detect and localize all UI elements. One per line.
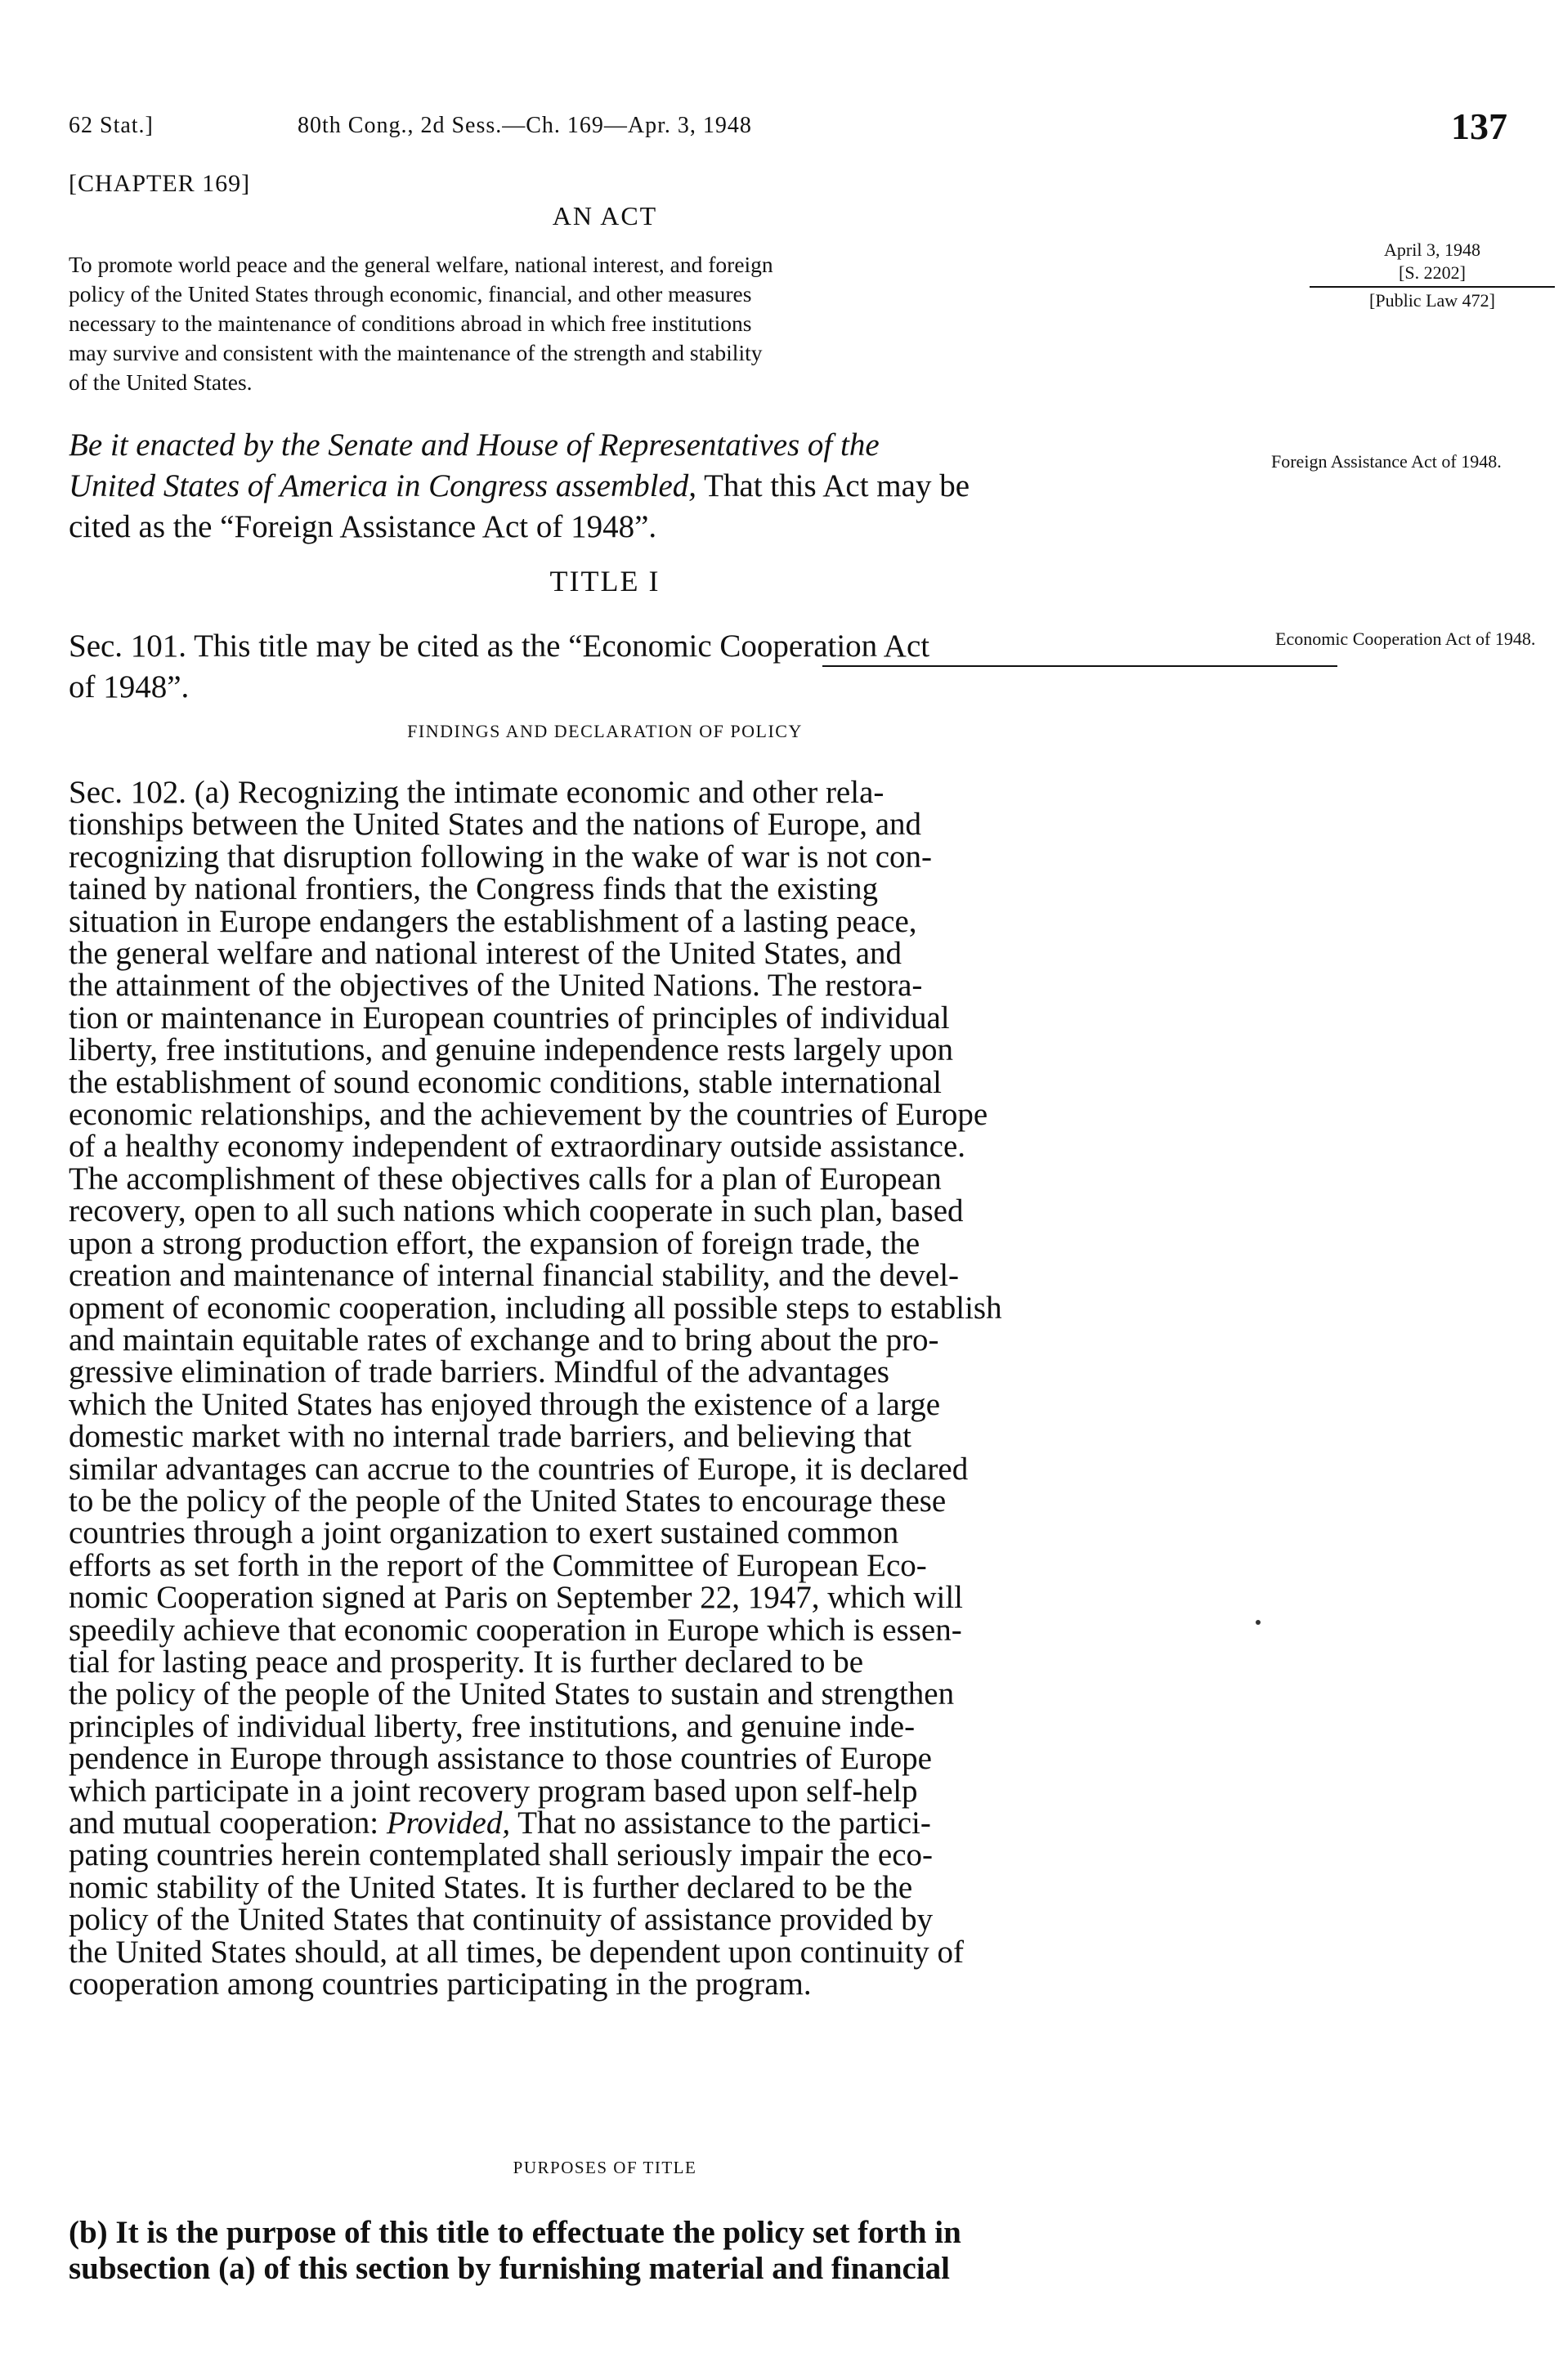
enacting-text: That this Act may be	[696, 468, 970, 503]
statute-volume: 62 Stat.]	[69, 113, 154, 138]
section-line: of a healthy economy independent of extraordinary outside assistance.	[69, 1129, 966, 1165]
long-title-line: policy of the United States through economic, financial, and other measures	[69, 281, 752, 306]
purposes-heading: PURPOSES OF TITLE	[513, 2158, 697, 2177]
section-line: tial for lasting peace and prosperity. It is further declared to be	[69, 1644, 864, 1680]
margin-note-short-title: Foreign Assistance Act of 1948.	[1271, 451, 1502, 472]
section-line: to be the policy of the people of the United States to encourage these	[69, 1483, 947, 1519]
public-law-number: [Public Law 472]	[1369, 290, 1495, 311]
margin-divider	[1310, 286, 1555, 288]
title-heading: TITLE I	[549, 565, 661, 597]
section-line: policy of the United States that continuity of assistance provided by	[69, 1902, 934, 1938]
enacting-clause	[69, 425, 1229, 548]
section-line: recognizing that disruption following in the wake of war is not con-	[69, 839, 933, 875]
enactment-date: April 3, 1948	[1384, 239, 1480, 260]
section-line: the attainment of the objectives of the United Nations. The restora-	[69, 968, 923, 1004]
section-line: nomic stability of the United States. It is further declared to be the	[69, 1869, 913, 1905]
page-header	[69, 105, 1507, 154]
chapter-heading: [CHAPTER 169]	[69, 170, 251, 197]
section-line: Sec. 102. (a) Recognizing the intimate economic and other rela-	[69, 775, 885, 810]
section-line: the general welfare and national interest of the United States, and	[69, 936, 902, 972]
section-line: which participate in a joint recovery program based upon self-help	[69, 1773, 918, 1809]
section-line: nomic Cooperation signed at Paris on September 22, 1947, which will	[69, 1580, 963, 1616]
long-title-line: may survive and consistent with the maintenance of the strength and stability	[69, 340, 763, 365]
section-line: efforts as set forth in the report of the Committee of European Eco-	[69, 1547, 927, 1583]
section-line: speedily achieve that economic cooperation in Europe which is essen-	[69, 1612, 962, 1648]
section-text: and mutual cooperation:	[69, 1805, 387, 1841]
section-line: Sec. 101. This title may be cited as the “Economic Cooperation Act	[69, 629, 930, 664]
section-line: gressive elimination of trade barriers. Mindful of the advantages	[69, 1354, 889, 1390]
section-line: upon a strong production effort, the expansion of foreign trade, the	[69, 1225, 920, 1261]
section-line: opment of economic cooperation, including all possible steps to establish	[69, 1290, 1002, 1326]
section-101	[69, 626, 1229, 708]
section-text: That no assistance to the partici-	[510, 1805, 931, 1841]
margin-note-econ-act: Economic Cooperation Act of 1948.	[1275, 629, 1536, 649]
section-line: the policy of the people of the United States to sustain and strengthen	[69, 1676, 955, 1712]
long-title-line: necessary to the maintenance of conditions abroad in which free institutions	[69, 311, 752, 336]
enacting-italic: United States of America in Congress assembled,	[69, 468, 697, 503]
enacting-line	[69, 466, 1229, 507]
section-line: domestic market with no internal trade barriers, and believing that	[69, 1419, 911, 1455]
page-number: 137	[1451, 105, 1507, 147]
bill-number: [S. 2202]	[1399, 262, 1466, 283]
margin-note-date	[1310, 239, 1555, 312]
section-line: pating countries herein contemplated shall seriously impair the eco-	[69, 1837, 933, 1873]
section-underline	[822, 665, 1337, 667]
section-line: The accomplishment of these objectives calls for a plan of European	[69, 1161, 942, 1197]
section-line: similar advantages can accrue to the countries of Europe, it is declared	[69, 1451, 969, 1487]
act-heading: AN ACT	[552, 201, 658, 230]
provided-italic: Provided,	[386, 1805, 511, 1841]
section-line: tionships between the United States and the nations of Europe, and	[69, 807, 922, 843]
section-line: economic relationships, and the achievement by the countries of Europe	[69, 1097, 988, 1133]
long-title-line: of the United States.	[69, 369, 253, 395]
long-title	[69, 250, 1229, 397]
section-line: countries through a joint organization to exert sustained common	[69, 1515, 899, 1551]
section-line: and maintain equitable rates of exchange and to bring about the pro-	[69, 1322, 939, 1358]
enacting-line	[69, 425, 1229, 466]
subsection-b	[69, 2215, 1229, 2287]
section-line: the United States should, at all times, be dependent upon continuity of	[69, 1934, 965, 1970]
section-line: tained by national frontiers, the Congress finds that the existing	[69, 871, 878, 907]
enacting-line: cited as the “Foreign Assistance Act of 1948”.	[69, 509, 657, 544]
section-line: pendence in Europe through assistance to those countries of Europe	[69, 1741, 932, 1777]
session-citation: 80th Cong., 2d Sess.—Ch. 169—Apr. 3, 1948	[298, 113, 752, 138]
section-line: situation in Europe endangers the establishment of a lasting peace,	[69, 903, 917, 939]
enacting-italic: Be it enacted by the Senate and House of Representatives of the	[69, 427, 880, 463]
section-line: principles of individual liberty, free institutions, and genuine inde-	[69, 1708, 916, 1744]
section-102	[69, 776, 1229, 2000]
section-line: liberty, free institutions, and genuine independence rests largely upon	[69, 1032, 953, 1068]
subsection-line: subsection (a) of this section by furnishing material and financial	[69, 2251, 951, 2286]
section-line: recovery, open to all such nations which cooperate in such plan, based	[69, 1193, 964, 1229]
long-title-line: To promote world peace and the general welfare, national interest, and foreign	[69, 252, 773, 277]
section-line: the establishment of sound economic conditions, stable international	[69, 1064, 942, 1100]
section-line: which the United States has enjoyed through the existence of a large	[69, 1386, 941, 1422]
section-line: creation and maintenance of internal financial stability, and the devel-	[69, 1258, 960, 1294]
findings-heading: FINDINGS AND DECLARATION OF POLICY	[407, 721, 803, 741]
margin-dot	[1256, 1620, 1261, 1625]
section-line: of 1948”.	[69, 669, 190, 705]
subsection-line: (b) It is the purpose of this title to effectuate the policy set forth in	[69, 2215, 961, 2250]
section-line: tion or maintenance in European countries of principles of individual	[69, 1000, 950, 1036]
section-line: cooperation among countries participating in the program.	[69, 1966, 812, 2002]
section-line-provided	[69, 1807, 1229, 1839]
